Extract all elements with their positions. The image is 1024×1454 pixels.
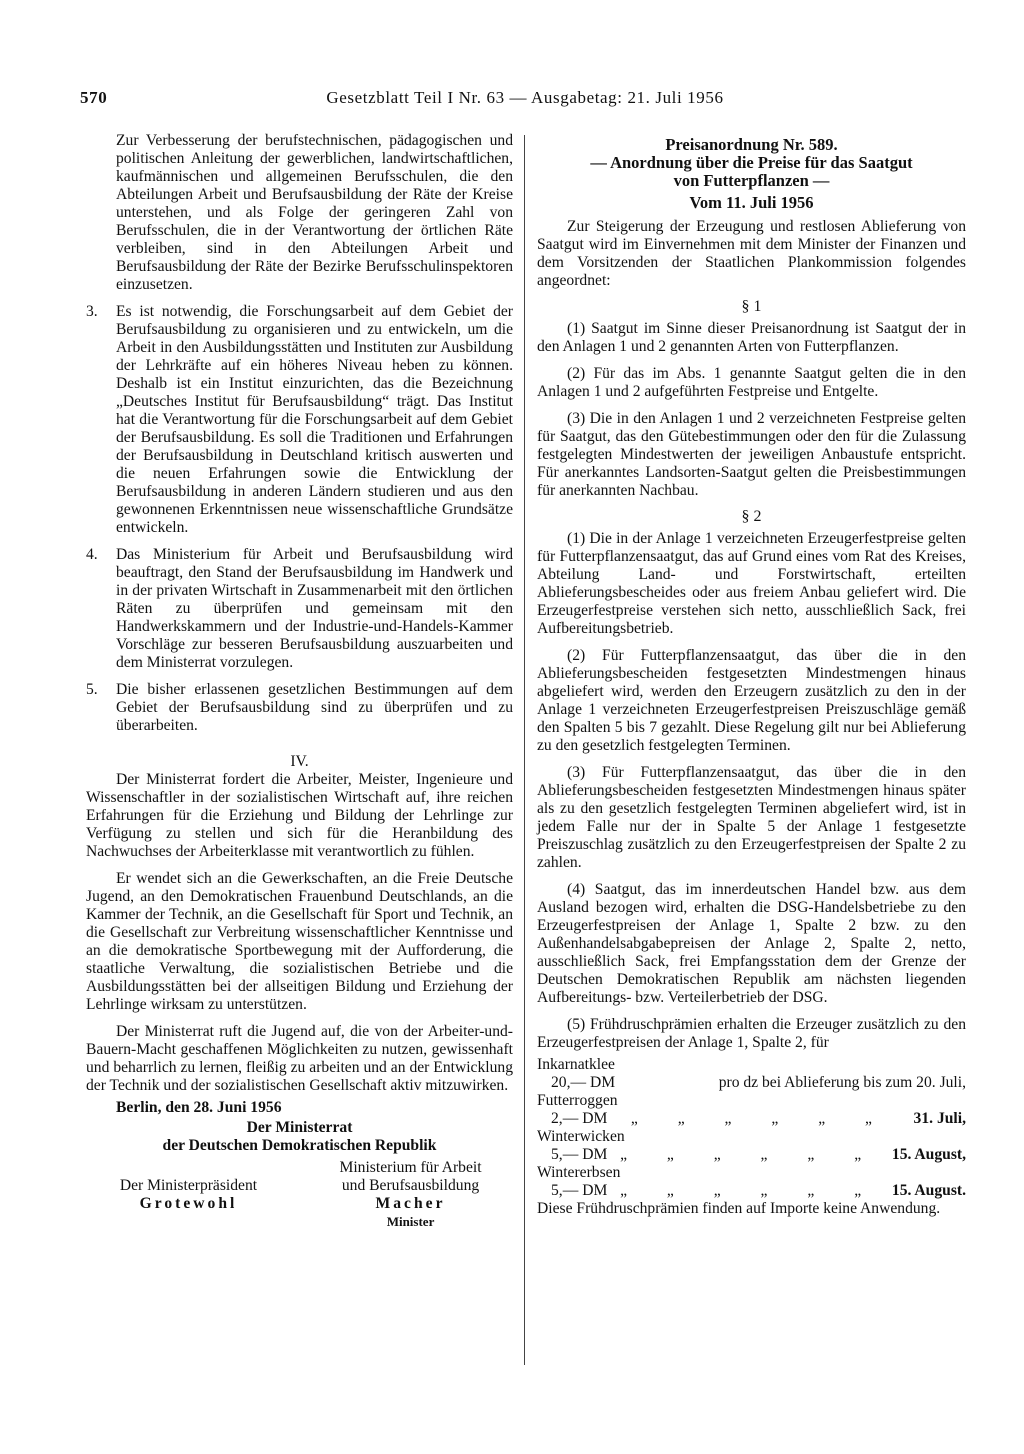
premium-date: 15. August,: [891, 1146, 966, 1163]
premium-date: 31. Juli,: [913, 1110, 966, 1127]
iv-paragraph: Der Ministerrat fordert die Arbeiter, Meister, Ingenieure und Wissenschaftler in der sozialistischen Wirtschaft auf, ihre reichen Erfahrungen für die Erziehung und Bildung der Lehrlinge zur Verfügung zu stellen und sich für die Heranbildung des Nachwuchses der Arbeiterklasse mit verantwortlich zu fühlen.: [86, 771, 513, 860]
decree-title: Preisanordnung Nr. 589.: [665, 135, 838, 154]
section-paragraph: (4) Saatgut, das im innerdeutschen Handel bzw. aus dem Ausland bezogen wird, erhalten die DSG-Handelsbetriebe zu den Erzeugerfestpreisen der Anlage 1, Spalte 2 bzw. zu den Außenhandelsabgabepreisen der Anlage 2, Spalte 2, netto, ausschließlich Sack, frei Empfangsstation dem der Grenze der Deutschen Demokratischen Republik am nächsten liegenden Aufbereitungs- bzw. Verteilerbetrieb der DSG.: [537, 881, 966, 1006]
header-title: Gesetzblatt Teil I Nr. 63 — Ausgabetag: 21. Juli 1956: [326, 88, 724, 107]
ditto-marks: „ „ „ „ „ „: [620, 1182, 880, 1199]
section-heading-1: § 1: [741, 298, 762, 315]
signatory-title: Minister: [386, 1214, 435, 1229]
section-paragraph: (2) Für das im Abs. 1 genannte Saatgut gelten die in den Anlagen 1 und 2 aufgeführten Festpreise und Entgelte.: [537, 365, 966, 400]
premium-amount: 20,— DM: [551, 1074, 616, 1091]
decree-intro: Zur Steigerung der Erzeugung und restlosen Ablieferung von Saatgut wird im Einvernehmen mit dem Minister der Finanzen und dem Vorsitzenden der Staatlichen Plankommission folgendes angeordnet:: [537, 218, 966, 289]
item-text: Die bisher erlassenen gesetzlichen Bestimmungen auf dem Gebiet der Berufsausbildung sind zu überprüfen und zu überarbeiten.: [116, 681, 513, 734]
premium-date: 15. August.: [891, 1182, 966, 1199]
item-number: 5.: [86, 681, 98, 698]
premium-row: [537, 1146, 966, 1164]
premium-amount: 5,— DM: [551, 1182, 608, 1199]
decree-subtitle: — Anordnung über die Preise für das Saatgut: [590, 153, 913, 172]
premium-amount: 2,— DM: [551, 1110, 608, 1127]
ditto-marks: „ „ „ „ „ „: [630, 1110, 890, 1127]
left-column: [86, 132, 513, 1231]
premium-amount: 5,— DM: [551, 1146, 608, 1163]
item-text: Das Ministerium für Arbeit und Berufsausbildung wird beauftragt, den Stand der Berufsausbildung im Handwerk und in der privaten Wirtschaft in Zusammenarbeit mit den örtlichen Räten zu überprüfen und gemeinsam mit den Handwerkskammern und der Industrie-und-Handels-Kammer Vorschläge zur besseren Berufsausbildung auszuarbeiten und dem Ministerrat vorzulegen.: [116, 546, 513, 671]
plant-name: Futterroggen: [537, 1092, 618, 1109]
section-paragraph: (1) Saatgut im Sinne dieser Preisanordnung ist Saatgut der in den Anlagen 1 und 2 genannten Arten von Futterpflanzen.: [537, 320, 966, 355]
continued-paragraph: Zur Verbesserung der berufstechnischen, pädagogischen und politischen Anleitung der gewerblichen, landwirtschaftlichen, kaufmännischen und allgemeinen Berufsschulen, die den Abteilungen Arbeit und Berufsausbildung der Räte der Kreise unterstehen, und als Folge der geringeren Zahl von Berufsschulen, die in der Verantwortung der örtlichen Räte verbleiben, sind in den Abteilungen Arbeit und Berufsausbildung der Räte der Bezirke Berufsschulinspektoren einzusetzen.: [116, 132, 513, 293]
section-paragraph: (3) Die in den Anlagen 1 und 2 verzeichneten Festpreise gelten für Saatgut, das den Gütebestimmungen oder den für die Zulassung festgelegten Mindestwerten der jeweiligen Anbaustufe entspricht. Für anerkanntes Landsorten-Saatgut gelten die Preisbestimmungen für anerkannten Nachbau.: [537, 410, 966, 499]
signature-left: [86, 1159, 291, 1231]
section-paragraph: (5) Frühdruschprämien erhalten die Erzeuger zusätzlich zu den Erzeugerfestpreisen der Anlage 1, Spalte 2, für: [537, 1016, 966, 1051]
list-item-4: [86, 546, 513, 672]
plant-name: Wintererbsen: [537, 1164, 621, 1181]
right-column: [537, 132, 966, 1218]
decree-date: Vom 11. Juli 1956: [689, 193, 814, 212]
signature-right: [308, 1159, 513, 1231]
item-number: 4.: [86, 546, 98, 563]
signatory-role: Der Ministerpräsident: [119, 1177, 258, 1194]
signatory-org: Der Ministerrat: [246, 1119, 353, 1136]
dateline: Berlin, den 28. Juni 1956: [116, 1099, 282, 1116]
premium-row: [537, 1074, 966, 1092]
premium-list: [537, 1056, 966, 1200]
item-number: 3.: [86, 303, 98, 320]
signatory-role: und Berufsausbildung: [341, 1177, 480, 1194]
list-item-5: [86, 681, 513, 735]
iv-paragraph: Der Ministerrat ruft die Jugend auf, die von der Arbeiter-und-Bauern-Macht geschaffenen Möglichkeiten zu nutzen, gewissenhaft und beharrlich zu lernen, fleißig zu arbeiten und an der Entwicklung der Technik und der sozialistischen Gesellschaft aktiv mitzuwirken.: [86, 1023, 513, 1094]
plant-name: Winterwicken: [537, 1128, 625, 1145]
signatory-name: Grotewohl: [139, 1195, 238, 1212]
page-number: 570: [80, 88, 108, 107]
decree-subtitle: von Futterpflanzen —: [673, 171, 830, 190]
premium-text: pro dz bei Ablieferung bis zum 20. Juli,: [718, 1074, 966, 1091]
signatory-name: Macher: [375, 1195, 446, 1212]
iv-paragraph: Er wendet sich an die Gewerkschaften, an die Freie Deutsche Jugend, an den Demokratischen Frauenbund Deutschlands, an die Kammer der Technik, an die Gesellschaft für Sport und Technik, an die Gesellschaft zur Verbreitung wissenschaftlicher Kenntnisse und an die demokratische Sportbewegung mit der Aufforderung, die staatliche Verwaltung, die sozialistischen Betriebe und die Ausbildungsstätten bei der allseitigen Bildung und Erziehung der Lehrlinge wirksam zu unterstützen.: [86, 870, 513, 1013]
signature-block: [86, 1159, 513, 1231]
list-item-3: [86, 303, 513, 537]
section-paragraph: (3) Für Futterpflanzensaatgut, das über die in den Ablieferungsbescheiden festgesetzten Mindestmengen hinaus später als zu den gesetzlich festgelegten Terminen abgeliefert wird, ist in jedem Falle nur der in Spalte 5 der Anlage 1 festgesetzte Preiszuschlag zusätzlich zu den Erzeugerfestpreisen der Spalte 2 zu zahlen.: [537, 764, 966, 871]
section-heading-iv: IV.: [290, 753, 309, 770]
ditto-marks: „ „ „ „ „ „: [620, 1146, 880, 1163]
signatory-org-sub: der Deutschen Demokratischen Republik: [162, 1137, 437, 1154]
signatory-role: Ministerium für Arbeit: [339, 1159, 482, 1176]
premium-row: [537, 1182, 966, 1200]
plant-name: Inkarnatklee: [537, 1056, 615, 1073]
section-heading-2: § 2: [741, 508, 762, 525]
section-paragraph: (1) Die in der Anlage 1 verzeichneten Erzeugerfestpreise gelten für Futterpflanzensaatgut, das auf Grund eines vom Rat des Kreises, Abteilung Land- und Forstwirtschaft, erteilten Ablieferungsbescheides oder aus freiem Anbau geliefert wird. Die Erzeugerfestpreise verstehen sich netto, ausschließlich Sack, frei Aufbereitungsbetrieb.: [537, 530, 966, 637]
section-paragraph: (2) Für Futterpflanzensaatgut, das über die in den Ablieferungsbescheiden festgesetzten Mindestmengen hinaus abgeliefert wird, werden den Erzeugern zusätzlich zu den in der Anlage 1 verzeichneten Erzeugerfestpreisen Preiszuschläge gemäß den Spalten 5 bis 7 gezahlt. Diese Regelung gilt nur bei Ablieferung zu den gesetzlich festgelegten Terminen.: [537, 647, 966, 754]
closing-paragraph: Diese Frühdruschprämien finden auf Importe keine Anwendung.: [537, 1200, 941, 1217]
premium-row: [537, 1110, 966, 1128]
item-text: Es ist notwendig, die Forschungsarbeit auf dem Gebiet der Berufsausbildung zu organisieren und zu entwickeln, um die Arbeit in den Ausbildungsstätten und Instituten zur Ausbildung der Lehrkräfte auf ein höheres Niveau heben zu können. Deshalb ist ein Institut einzurichten, das die Bezeichnung „Deutsches Institut für Berufsausbildung“ trägt. Das Institut hat die Verantwortung für die Forschungsarbeit auf dem Gebiet der Berufsausbildung. Es soll die Traditionen und Erfahrungen der Berufsausbildung in Deutschland kritisch auswerten und die neuen Erfahrungen sowie die Entwicklung der Berufsausbildung in anderen Ländern studieren und aus den gewonnenen Erkenntnissen neue wissenschaftliche Grundsätze entwickeln.: [116, 303, 513, 536]
column-divider: [524, 135, 525, 1365]
